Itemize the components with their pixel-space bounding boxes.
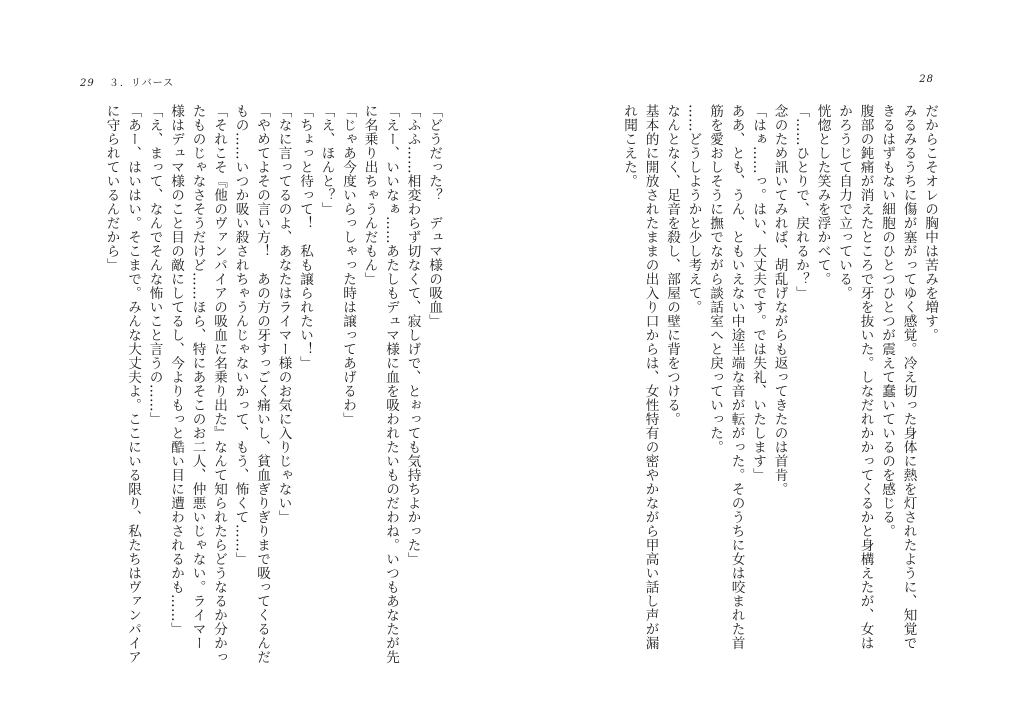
text-line: 「じゃあ今度いらっしゃった時は譲ってあげるわ」 — [340, 104, 356, 426]
text-line: 「なに言ってるのよ、あなたはライマー様のお気に入りじゃない」 — [275, 104, 292, 524]
text-line: なんとなく、足音を殺し、部屋の壁に背をつける。 — [664, 104, 680, 426]
text-line: かろうじて自力で立っている。 — [836, 104, 852, 300]
text-line: ……どうしようかと少し考えて。 — [685, 104, 702, 314]
text-line: 「はぁ……っ。はい、大丈夫です。では失礼、いたします」 — [750, 104, 766, 482]
left-page-header — [80, 74, 174, 89]
right-page-header — [919, 74, 944, 85]
text-line: 念のため訊いてみれば、胡乱げながらも返ってきたのは首肯。 — [771, 104, 788, 496]
right-page-text — [618, 104, 941, 664]
text-line: たものじゃなさそうだけど……ほら、特にあそこのお二人、仲悪いじゃない。ライマー — [189, 104, 206, 650]
text-line: 基本的に開放されたままの出入り口からは、女性特有の密やかながら甲高い話し声が漏 — [642, 104, 659, 650]
text-line: 「……ひとりで、戻れるか？」 — [793, 104, 809, 300]
text-line: 様はデュマ様のこと目の敵にしてるし、今よりもっと酷い目に遭わされるかも……」 — [168, 104, 184, 636]
text-line: 筋を愛おしそうに撫でながら談話室へと戻っていった。 — [707, 104, 723, 454]
right-page-number: 28 — [919, 74, 934, 85]
text-line: きるはずもない細胞のひとつひとつが震えて蠢いているのを感じる。 — [879, 104, 895, 538]
text-line: もの……いつか吸い殺されちゃうんじゃないかって、もう、怖くて……」 — [232, 104, 249, 566]
page-gutter — [511, 0, 513, 723]
text-line: に名乗り出ちゃうんだもん」 — [361, 104, 378, 286]
left-page-text — [100, 104, 444, 664]
text-line: だからこそオレの胸中は苦みを増す。 — [922, 104, 938, 342]
text-line: 「あー、はいはい。そこまで。みんな大丈夫よ。ここにいる限り、私たちはヴァンパイア — [125, 104, 141, 664]
text-line: 「それこそ『他のヴァンパイアの吸血に名乗り出た』なんて知られたらどうなるか分かっ — [211, 104, 227, 664]
text-line: 「やめてよその言い方！ あの方の牙すっごく痛いし、貧血ぎりぎりまで吸ってくるんだ — [254, 104, 270, 664]
chapter-title: ３．リバース — [108, 78, 175, 89]
text-line: に守られているんだから」 — [103, 104, 120, 272]
text-line: 「え、まって、なんでそんな怖いこと言うの……」 — [146, 104, 163, 426]
text-line: みるみるうちに傷が塞がってゆく感覚。冷え切った身体に熱を灯されたように、知覚で — [900, 104, 917, 650]
text-line: 「ちょっと待って！ 私も譲られたい！」 — [297, 104, 313, 370]
text-line: 「ふふ……相変わらず切なくて、寂しげで、とぉっても気持ちよかった」 — [404, 104, 421, 566]
text-line: 恍惚とした笑みを浮かべて。 — [814, 104, 831, 286]
text-line: 「えー、いいなぁ……あたしもデュマ様に血を吸われたいものだわね。いつもあなたが先 — [383, 104, 399, 664]
text-line: 「え、ほんと？」 — [318, 104, 335, 216]
text-line: れ聞こえた。 — [621, 104, 637, 188]
text-line: 「どうだった？ デュマ様の吸血」 — [426, 104, 442, 328]
left-page-number: 29 — [80, 78, 95, 89]
text-line: 腹部の鈍痛が消えたところで牙を抜いた。しなだれかかってくるかと身構えたが、女は — [857, 104, 874, 650]
text-line: ああ、とも、うん、ともいえない中途半端な音が転がった。そのうちに女は咬まれた首 — [728, 104, 745, 650]
